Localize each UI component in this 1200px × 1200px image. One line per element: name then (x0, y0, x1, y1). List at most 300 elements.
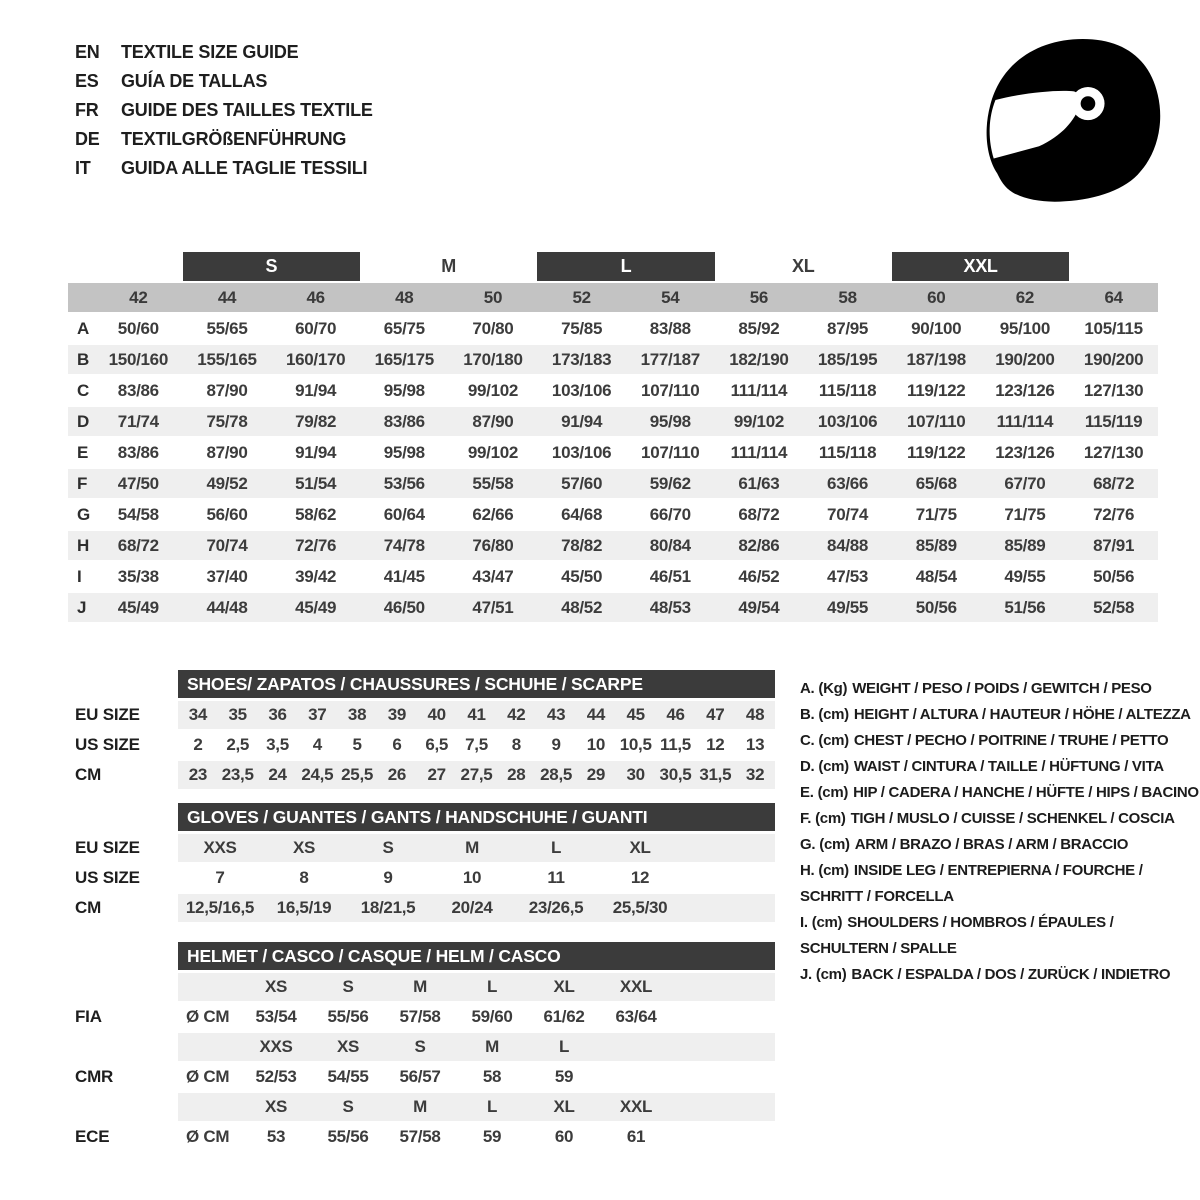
size-value: 68/72 (1069, 469, 1158, 498)
size-value: 99/102 (715, 407, 804, 436)
size-value: 187/198 (892, 345, 981, 374)
size-value: 107/110 (641, 442, 700, 462)
empty-cell (1069, 252, 1158, 281)
size-value: 61/63 (715, 469, 804, 498)
size-value: 68/72 (94, 531, 183, 560)
size-value: 185/195 (803, 345, 892, 374)
helmet-size-value: 52/53 (255, 1067, 297, 1086)
size-value: 65/68 (892, 469, 981, 498)
size-value: 72/76 (1093, 504, 1135, 524)
size-value: 95/100 (999, 318, 1050, 338)
size-value: 55/65 (206, 318, 248, 338)
size-cell: M (465, 838, 479, 857)
helmet-icon (978, 30, 1170, 212)
size-value: 51/56 (981, 593, 1070, 622)
numeric-size: 42 (94, 283, 183, 312)
size-value: 87/90 (449, 407, 538, 436)
size-value: 103/106 (551, 442, 612, 462)
gloves-size-table (75, 803, 780, 924)
legend-text: BACK / ESPALDA / DOS / ZURÜCK / INDIETRO (851, 966, 1171, 983)
helmet-size-value: 53/54 (255, 1007, 297, 1026)
numeric-size: 56 (715, 283, 804, 312)
size-value: 170/180 (449, 345, 538, 374)
legend-key: I. (800, 914, 808, 931)
size-value: 45/50 (561, 566, 603, 586)
language-code: FR (75, 100, 99, 120)
legend-item (800, 858, 1195, 884)
size-value: 60/70 (295, 318, 337, 338)
legend-key: G. (800, 836, 816, 853)
size-cell: XXS (203, 838, 237, 857)
legend-unit: (cm) (815, 810, 846, 827)
size-value: 51/54 (271, 469, 360, 498)
numeric-size: 52 (537, 283, 626, 312)
legend-item-continuation (800, 936, 1195, 962)
size-value: 115/118 (818, 380, 877, 400)
size-value: 103/106 (551, 380, 612, 400)
size-value: 115/118 (818, 442, 877, 462)
numeric-size: 44 (183, 283, 272, 312)
helmet-size-label: L (558, 1037, 570, 1056)
size-cell: XL (629, 838, 651, 857)
numeric-size: 64 (1069, 283, 1158, 312)
size-cell: 25,5 (341, 765, 374, 784)
size-cell: 36 (268, 705, 287, 724)
measurement-legend (800, 676, 1199, 988)
legend-text: CHEST / PECHO / POITRINE / TRUHE / PETTO (853, 732, 1169, 749)
numeric-size: 48 (360, 283, 449, 312)
legend-text: HIP / CADERA / HANCHE / HÜFTE / HIPS / BACINO (853, 784, 1199, 801)
helmet-size-value: 55/56 (327, 1007, 369, 1026)
size-value: 190/200 (1069, 345, 1158, 374)
shoes-table-title: SHOES/ ZAPATOS / CHAUSSURES / SCHUHE / SCARPE (178, 670, 775, 698)
empty-cell (94, 252, 183, 281)
size-cell: 37 (308, 705, 327, 724)
size-value: 127/130 (1083, 380, 1144, 400)
size-value: 46/52 (738, 566, 780, 586)
empty-cell (68, 283, 94, 312)
size-cell: S (382, 838, 394, 857)
size-cell: 28 (507, 765, 526, 784)
size-band (178, 701, 775, 729)
helmet-size-label: S (342, 1097, 354, 1116)
measurement-row (68, 531, 1158, 560)
size-cell: 31,5 (699, 765, 732, 784)
legend-text: ARM / BRAZO / BRAS / ARM / BRACCIO (854, 836, 1129, 853)
helmet-size-value: 58 (482, 1067, 502, 1086)
size-cell: 47 (706, 705, 725, 724)
size-value: 87/90 (206, 442, 248, 462)
helmet-size-label: XL (553, 1097, 575, 1116)
helmet-size-value: 61/62 (543, 1007, 585, 1026)
size-band (178, 834, 775, 862)
standard-label-ECE: ECE (75, 1127, 110, 1146)
size-value: 80/84 (626, 531, 715, 560)
size-cell: 10 (586, 735, 606, 754)
size-value: 123/126 (995, 380, 1055, 400)
size-value: 39/42 (295, 566, 337, 586)
size-value: 85/92 (738, 318, 780, 338)
legend-text: WAIST / CINTURA / TAILLE / HÜFTUNG / VITA (853, 758, 1164, 775)
size-value: 70/74 (827, 504, 869, 524)
legend-item (800, 728, 1195, 754)
size-value: 46/50 (360, 593, 449, 622)
size-cell: 24 (268, 765, 287, 784)
size-band (178, 894, 775, 922)
sub-table-row (75, 761, 780, 789)
legend-unit: (cm) (818, 758, 849, 775)
size-value: 173/183 (537, 345, 626, 374)
row-label: US SIZE (75, 735, 140, 754)
size-value: 72/76 (271, 531, 360, 560)
size-value: 48/54 (915, 566, 957, 586)
row-label-spacer (75, 1033, 178, 1061)
size-cell: 3,5 (266, 735, 289, 754)
size-cell: 23/26,5 (528, 898, 584, 917)
measurement-row (68, 376, 1158, 405)
standard-label-CMR: CMR (75, 1067, 114, 1086)
helmet-size-label: XS (264, 977, 288, 996)
size-value: 50/56 (892, 593, 981, 622)
size-value: 67/70 (981, 469, 1070, 498)
language-title-list (75, 38, 373, 183)
size-cell: 42 (507, 705, 526, 724)
size-value: 75/78 (183, 407, 272, 436)
size-cell: 6,5 (425, 735, 449, 754)
size-cell: 5 (352, 735, 362, 754)
helmet-size-value: 55/56 (327, 1127, 369, 1146)
numeric-size: 54 (626, 283, 715, 312)
size-band (178, 761, 775, 789)
size-cell: 40 (427, 705, 446, 724)
size-cell: 27,5 (460, 765, 493, 784)
size-value: 54/58 (117, 504, 159, 524)
legend-unit: (cm) (818, 862, 849, 879)
measurement-row (68, 345, 1158, 374)
legend-unit: (cm) (815, 966, 847, 983)
size-value: 127/130 (1083, 442, 1144, 462)
size-cell: 13 (745, 735, 765, 754)
size-value: 44/48 (183, 593, 272, 622)
size-cell: 18/21,5 (360, 898, 416, 917)
row-letter: E (77, 442, 89, 462)
size-value: 75/85 (561, 318, 603, 338)
size-value: 56/60 (206, 504, 248, 524)
size-cell: 25,5/30 (612, 898, 668, 917)
size-band (178, 864, 775, 892)
sub-table-row (75, 731, 780, 759)
size-cell: 23 (188, 765, 208, 784)
size-cell: 12 (630, 868, 650, 887)
row-label: CM (75, 898, 102, 917)
size-cell: 30,5 (659, 765, 692, 784)
legend-key: E. (800, 784, 814, 801)
shoes-size-table (75, 670, 780, 791)
size-cell: 2 (193, 735, 203, 754)
language-code: IT (75, 158, 91, 178)
helmet-values-row (75, 1123, 780, 1151)
size-value: 50/60 (117, 318, 159, 338)
helmet-size-label: XXL (619, 1097, 653, 1116)
helmet-sizes-band (178, 973, 775, 1001)
legend-item (800, 780, 1199, 806)
row-label: EU SIZE (75, 705, 140, 724)
guide-title: GUIDA ALLE TAGLIE TESSILI (121, 158, 368, 178)
helmet-values-band (178, 1063, 775, 1091)
size-value: 78/82 (537, 531, 626, 560)
size-value: 83/86 (360, 407, 449, 436)
size-cell: 26 (387, 765, 407, 784)
size-value: 87/95 (827, 318, 869, 338)
size-cell: 11 (547, 868, 565, 887)
legend-text: WEIGHT / PESO / POIDS / GEWITCH / PESO (852, 680, 1152, 697)
helmet-size-label: M (413, 977, 427, 996)
helmet-sizes-band (178, 1093, 775, 1121)
size-cell: 7 (215, 868, 225, 887)
size-cell: 45 (626, 705, 645, 724)
size-value: 48/53 (626, 593, 715, 622)
helmet-size-value: 57/58 (399, 1127, 441, 1146)
size-value: 107/110 (892, 407, 981, 436)
size-value: 49/54 (715, 593, 804, 622)
size-value: 91/94 (537, 407, 626, 436)
size-value: 71/75 (915, 504, 957, 524)
helmet-values-band (178, 1003, 775, 1031)
size-value: 107/110 (641, 380, 700, 400)
size-group-XXL: XXL (892, 252, 1069, 281)
row-letter: B (68, 345, 94, 374)
size-cell: 30 (626, 765, 645, 784)
size-value: 76/80 (449, 531, 538, 560)
size-value: 85/89 (981, 531, 1070, 560)
size-value: 85/89 (892, 531, 981, 560)
row-letter: J (68, 593, 94, 622)
size-cell: 24,5 (301, 765, 334, 784)
row-letter: D (68, 407, 94, 436)
size-cell: 12,5/16,5 (185, 898, 255, 917)
size-value: 59/62 (626, 469, 715, 498)
size-value: 99/102 (467, 380, 519, 400)
size-cell: 7,5 (465, 735, 488, 754)
size-value: 57/60 (537, 469, 626, 498)
size-cell: 41 (467, 705, 486, 724)
gloves-table-title: GLOVES / GUANTES / GANTS / HANDSCHUHE / GUANTI (178, 803, 775, 831)
size-value: 83/88 (649, 318, 691, 338)
size-value: 90/100 (911, 318, 962, 338)
size-value: 74/78 (360, 531, 449, 560)
helmet-sizes-row (75, 1033, 780, 1061)
helmet-sizes-band (178, 1033, 775, 1061)
helmet-size-table (75, 942, 780, 1153)
measurement-row (68, 438, 1158, 467)
size-value: 66/70 (649, 504, 691, 524)
language-code: ES (75, 71, 99, 91)
size-value: 177/187 (626, 345, 715, 374)
legend-unit: (Kg) (818, 680, 848, 697)
size-cell: 38 (347, 705, 367, 724)
size-value: 182/190 (715, 345, 804, 374)
size-value: 70/80 (472, 318, 514, 338)
size-value: 87/90 (206, 380, 248, 400)
helmet-size-label: XS (336, 1037, 360, 1056)
numeric-size: 46 (271, 283, 360, 312)
legend-unit: (cm) (817, 784, 849, 801)
size-value: 111/114 (981, 407, 1070, 436)
size-cell: L (550, 838, 562, 857)
helmet-size-value: 59/60 (471, 1007, 513, 1026)
size-cell: 46 (666, 705, 685, 724)
helmet-size-label: L (486, 977, 498, 996)
language-row (75, 67, 373, 96)
size-value: 119/122 (907, 380, 966, 400)
size-value: 95/98 (383, 442, 425, 462)
size-value: 37/40 (206, 566, 248, 586)
size-value: 64/68 (561, 504, 603, 524)
size-cell: 11,5 (660, 735, 691, 754)
size-cell: 8 (299, 868, 309, 887)
size-cell: 6 (392, 735, 402, 754)
measurement-row (68, 469, 1158, 498)
helmet-size-label: S (414, 1037, 426, 1056)
legend-key: F. (800, 810, 812, 827)
legend-item (800, 806, 1195, 832)
row-label-spacer (75, 973, 178, 1001)
helmet-size-value: 57/58 (399, 1007, 441, 1026)
size-value: 83/86 (117, 380, 159, 400)
size-value: 95/98 (383, 380, 425, 400)
legend-text: INSIDE LEG / ENTREPIERNA / FOURCHE / (853, 862, 1143, 879)
size-value: 99/102 (467, 442, 519, 462)
legend-item-continuation (800, 884, 1195, 910)
size-value: 155/165 (183, 345, 272, 374)
helmet-table-title: HELMET / CASCO / CASQUE / HELM / CASCO (178, 942, 775, 970)
size-value: 45/49 (271, 593, 360, 622)
size-value: 47/53 (827, 566, 869, 586)
helmet-sizes-row (75, 973, 780, 1001)
diameter-unit: Ø CM (186, 1127, 230, 1146)
legend-unit: (cm) (818, 732, 849, 749)
size-value: 47/51 (449, 593, 538, 622)
size-value: 190/200 (981, 345, 1070, 374)
empty-cell (68, 252, 94, 281)
helmet-size-label: XS (264, 1097, 288, 1116)
size-value: 48/52 (537, 593, 626, 622)
size-cell: 44 (586, 705, 606, 724)
size-group-XL: XL (792, 256, 815, 276)
size-value: 150/160 (94, 345, 183, 374)
size-value: 91/94 (295, 442, 337, 462)
size-value: 111/114 (730, 442, 788, 462)
size-value: 65/75 (383, 318, 425, 338)
size-value: 71/75 (1004, 504, 1046, 524)
size-value: 58/62 (295, 504, 337, 524)
helmet-size-label: M (413, 1097, 427, 1116)
numeric-size: 62 (981, 283, 1070, 312)
size-value: 53/56 (360, 469, 449, 498)
size-cell: 23,5 (221, 765, 254, 784)
legend-key: J. (800, 966, 812, 983)
row-letter: A (77, 318, 89, 338)
helmet-values-row (75, 1003, 780, 1031)
helmet-size-value: 61 (626, 1127, 646, 1146)
size-cell: 32 (745, 765, 765, 784)
size-value: 63/66 (803, 469, 892, 498)
legend-text: SHOULDERS / HOMBROS / ÉPAULES / (847, 914, 1114, 931)
size-value: 115/119 (1069, 407, 1158, 436)
size-value: 49/55 (803, 593, 892, 622)
size-group-header-row (68, 252, 1158, 281)
size-cell: 34 (188, 705, 208, 724)
size-cell: 39 (387, 705, 407, 724)
helmet-sizes-row (75, 1093, 780, 1121)
row-letter: C (77, 380, 89, 400)
size-value: 111/114 (730, 380, 788, 400)
size-cell: 9 (551, 735, 561, 754)
size-value: 47/50 (94, 469, 183, 498)
legend-unit: (cm) (811, 914, 843, 931)
language-row (75, 96, 373, 125)
size-value: 55/58 (449, 469, 538, 498)
language-row (75, 125, 373, 154)
size-group-M: M (441, 256, 456, 276)
measurement-row (68, 500, 1158, 529)
legend-item (800, 702, 1195, 728)
size-cell: 10,5 (619, 735, 652, 754)
size-cell: 8 (511, 735, 521, 754)
size-cell: 2,5 (226, 735, 250, 754)
size-value: 62/66 (472, 504, 514, 524)
legend-text: SCHULTERN / SPALLE (800, 940, 957, 957)
size-value: 52/58 (1069, 593, 1158, 622)
size-group-S: S (183, 252, 360, 281)
size-value: 87/91 (1069, 531, 1158, 560)
numeric-size: 60 (892, 283, 981, 312)
helmet-size-label: XL (553, 977, 575, 996)
guide-title: GUIDE DES TAILLES TEXTILE (121, 100, 373, 120)
legend-key: H. (800, 862, 815, 879)
size-value: 105/115 (1084, 318, 1143, 338)
legend-text: TIGH / MUSLO / CUISSE / SCHENKEL / COSCIA (850, 810, 1175, 827)
helmet-size-value: 53 (266, 1127, 286, 1146)
row-letter: G (77, 504, 90, 524)
helmet-size-label: M (485, 1037, 499, 1056)
legend-unit: (cm) (819, 836, 850, 853)
size-value: 45/49 (94, 593, 183, 622)
size-value: 82/86 (715, 531, 804, 560)
row-letter: F (68, 469, 94, 498)
size-cell: 48 (745, 705, 765, 724)
size-value: 46/51 (649, 566, 691, 586)
textile-size-table (68, 250, 1158, 624)
standard-label-FIA: FIA (75, 1007, 102, 1026)
legend-unit: (cm) (818, 706, 849, 723)
legend-text: SCHRITT / FORCELLA (800, 888, 954, 905)
legend-item (800, 910, 1195, 936)
size-cell: 12 (706, 735, 725, 754)
size-value: 43/47 (472, 566, 514, 586)
language-row (75, 154, 373, 183)
size-cell: 28,5 (540, 765, 573, 784)
size-value: 84/88 (803, 531, 892, 560)
helmet-size-label: XXL (619, 977, 653, 996)
row-label: CM (75, 765, 102, 784)
row-label-spacer (75, 1093, 178, 1121)
helmet-size-value: 54/55 (327, 1067, 369, 1086)
row-label: US SIZE (75, 868, 140, 887)
row-letter: I (77, 566, 82, 586)
size-value: 70/74 (183, 531, 272, 560)
size-cell: 43 (546, 705, 566, 724)
